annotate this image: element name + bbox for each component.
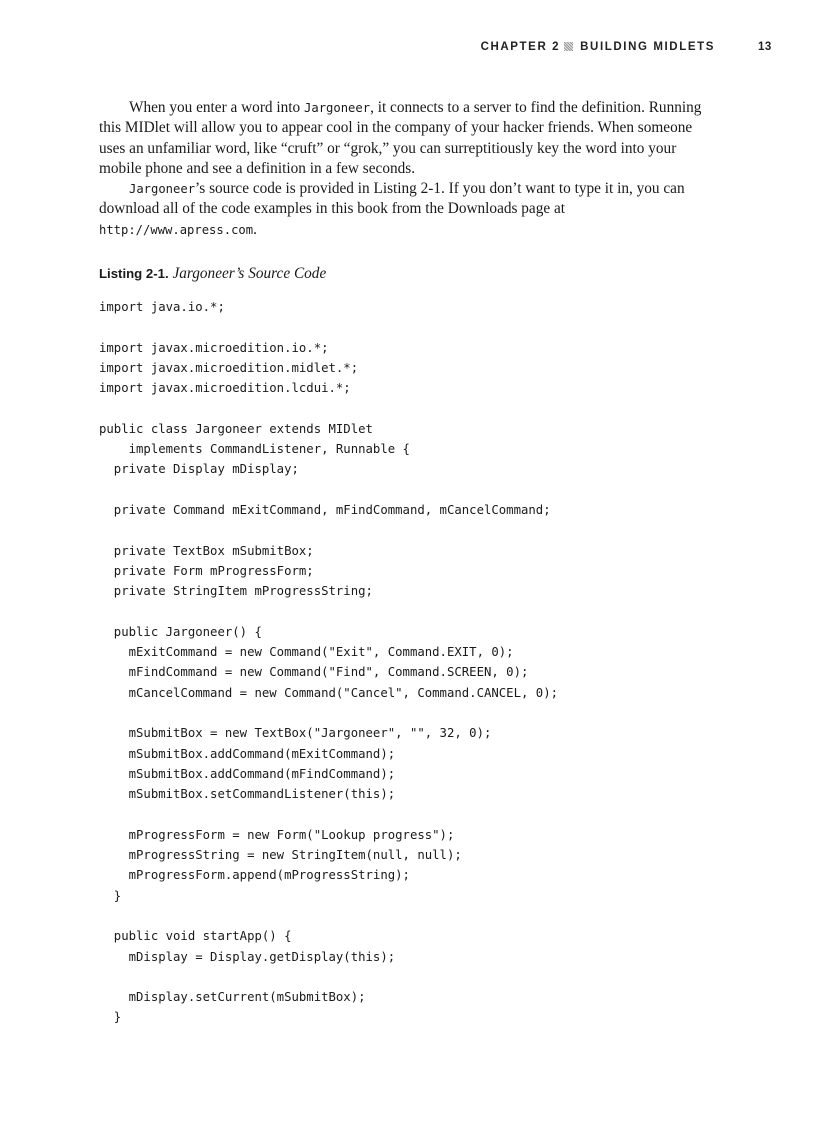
code-line: import javax.microedition.midlet.*; [99, 360, 359, 375]
code-line: mSubmitBox.addCommand(mFindCommand); [99, 766, 396, 781]
code-line: mSubmitBox.addCommand(mExitCommand); [99, 746, 396, 761]
code-line: public Jargoneer() { [99, 624, 262, 639]
code-line: mProgressString = new StringItem(null, null); [99, 848, 462, 863]
paragraph-2 [99, 179, 715, 240]
paragraph-2-end: . [253, 220, 257, 238]
listing-caption [99, 264, 326, 284]
code-line [99, 967, 558, 987]
inline-code-jargoneer: Jargoneer [129, 182, 196, 197]
code-line: import java.io.*; [99, 300, 225, 314]
code-line: } [99, 1010, 122, 1025]
code-line: private Display mDisplay; [99, 462, 299, 477]
code-line: private StringItem mProgressString; [99, 584, 373, 599]
listing-title: Jargoneer’s Source Code [172, 265, 327, 282]
paragraph-1 [99, 98, 715, 179]
code-line [99, 703, 558, 723]
code-line: import javax.microedition.lcdui.*; [99, 381, 351, 396]
inline-code-jargoneer: Jargoneer [304, 101, 371, 115]
listing-label: Listing 2-1. [99, 266, 169, 281]
code-line: implements CommandListener, Runnable { [99, 442, 410, 457]
code-line: mDisplay.setCurrent(mSubmitBox); [99, 990, 366, 1005]
paragraph-1-text-rest: , it connects to a server to find the definition. Running this MIDlet will allow you to appear cool in the company of your hacker friends. When someone uses an unfamiliar word, like “cruft” or “grok,” you can surreptitiously key the word into your mobile phone and see a definition in a few seconds. [99, 99, 702, 177]
code-line [99, 804, 558, 824]
code-line [99, 480, 558, 500]
code-line: mFindCommand = new Command("Find", Command.SCREEN, 0); [99, 665, 529, 680]
code-line: mExitCommand = new Command("Exit", Command.EXIT, 0); [99, 645, 514, 660]
code-line: private TextBox mSubmitBox; [99, 543, 314, 558]
code-line: mProgressForm = new Form("Lookup progress"); [99, 827, 455, 842]
code-line [99, 398, 558, 418]
code-line: mSubmitBox = new TextBox("Jargoneer", "", 32, 0); [99, 726, 492, 741]
body-text [99, 98, 715, 240]
code-line: import javax.microedition.io.*; [99, 340, 329, 355]
code-line: public class Jargoneer extends MIDlet [99, 421, 373, 436]
code-line: mDisplay = Display.getDisplay(this); [99, 949, 396, 964]
code-line: mProgressForm.append(mProgressString); [99, 868, 410, 883]
inline-code-url: http://www.apress.com [99, 222, 254, 237]
running-header [0, 41, 816, 59]
code-line [99, 906, 558, 926]
separator-square-icon [564, 42, 573, 51]
paragraph-1-text-start: When you enter a word into [129, 99, 305, 116]
chapter-label: CHAPTER 2 [480, 41, 561, 53]
code-line: } [99, 888, 122, 903]
code-line [99, 520, 558, 540]
code-line: private Command mExitCommand, mFindCommand, mCancelCommand; [99, 502, 551, 517]
code-line [99, 601, 558, 621]
section-title: BUILDING MIDLETS [580, 41, 715, 53]
code-line: mCancelCommand = new Command("Cancel", Command.CANCEL, 0); [99, 685, 559, 700]
page-number: 13 [758, 41, 772, 53]
code-line: mSubmitBox.setCommandListener(this); [99, 787, 396, 802]
code-line: private Form mProgressForm; [99, 563, 314, 578]
paragraph-2-text: ’s source code is provided in Listing 2-1. If you don’t want to type it in, you can download all of the code examples in this book from the Downloads page at [99, 180, 685, 218]
running-header-chapter [481, 41, 715, 53]
code-line: public void startApp() { [99, 929, 292, 944]
source-code-listing [99, 297, 558, 1028]
code-line [99, 317, 558, 337]
